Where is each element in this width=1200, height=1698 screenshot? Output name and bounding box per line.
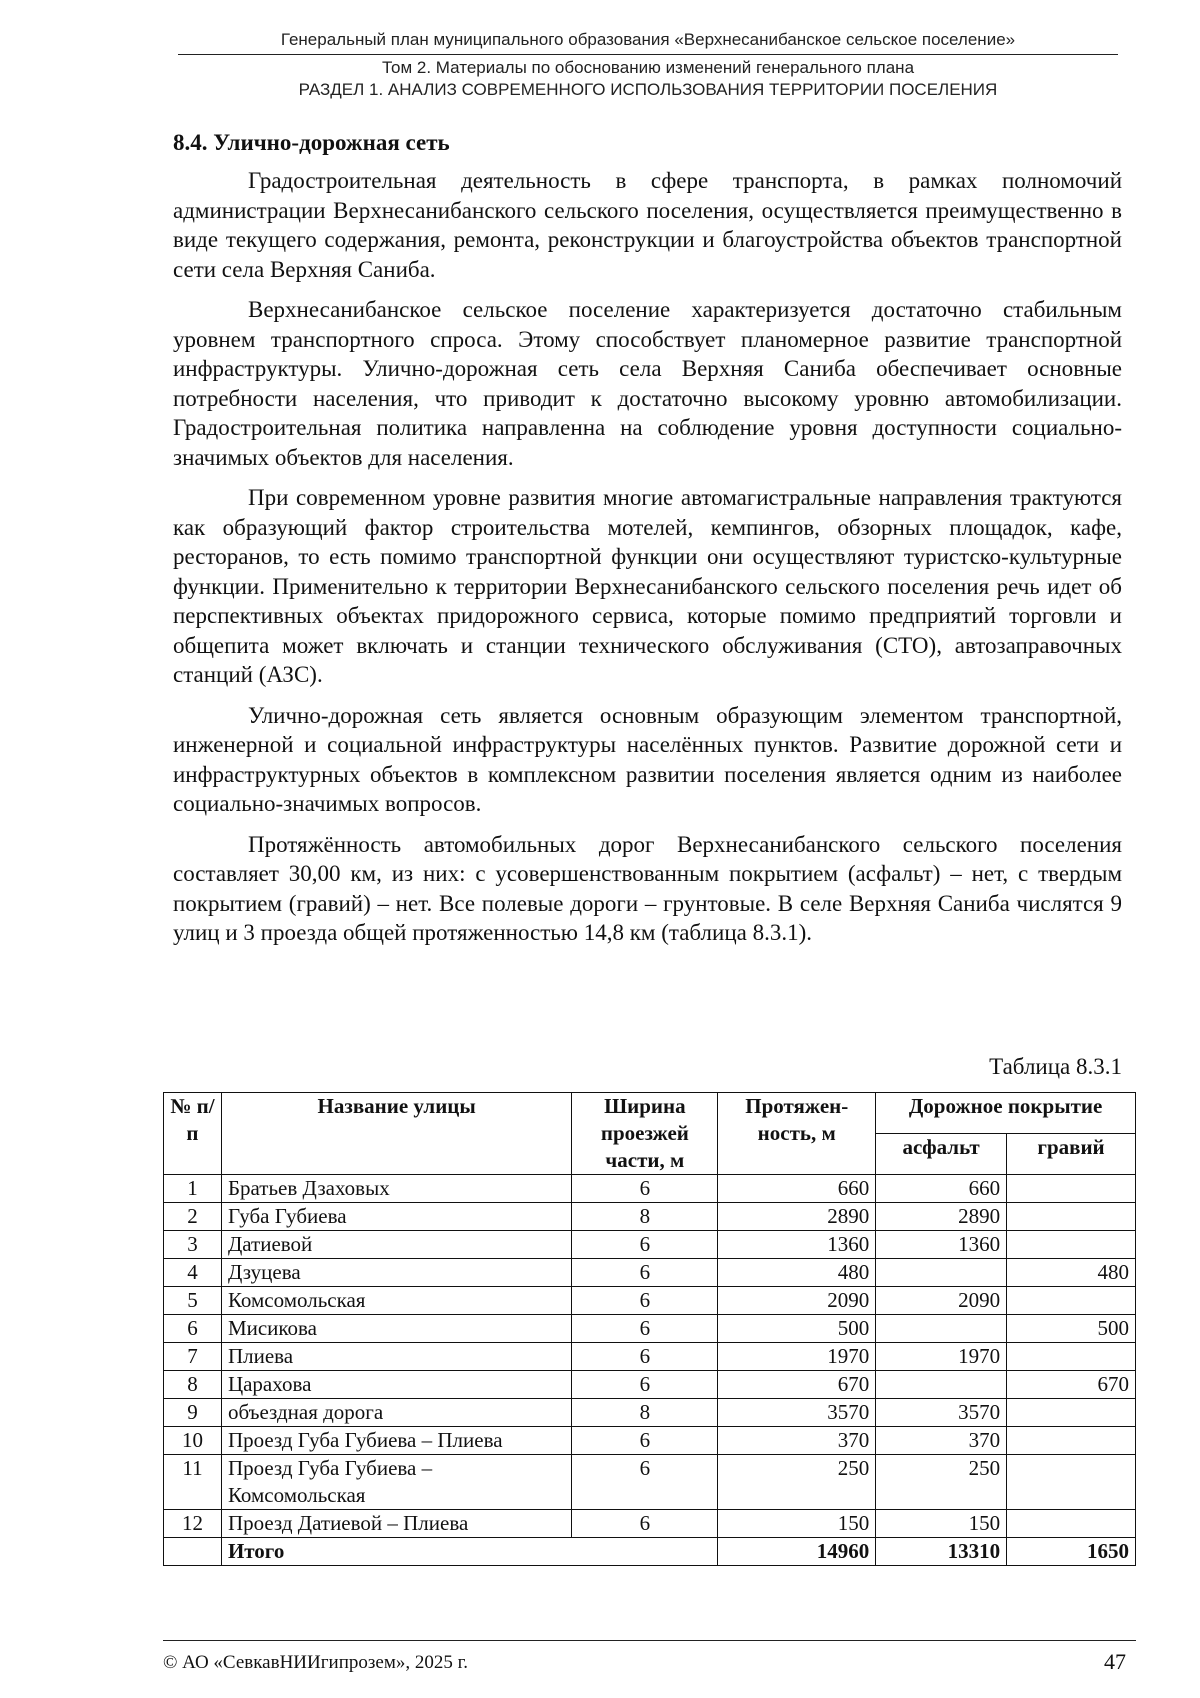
table-row — [164, 1399, 1136, 1427]
cell-num: 3 — [164, 1231, 222, 1259]
table-row — [164, 1510, 1136, 1538]
cell-name: Дзуцева — [221, 1259, 571, 1287]
cell-asphalt — [876, 1371, 1007, 1399]
paragraph-4: Улично-дорожная сеть является основным образующим элементом транспортной, инженерной и социальной инфраструктуры населённых пунктов. Развитие дорожной сети и инфраструктурных объектов в комплексном развитии поселения является одним из наиболее социально-значимых вопросов. — [173, 702, 1122, 816]
cell-num: 2 — [164, 1203, 222, 1231]
cell-name: Комсомольская — [221, 1287, 571, 1315]
cell-name: Губа Губиева — [221, 1203, 571, 1231]
header-num: № п/п — [164, 1093, 222, 1175]
cell-gravel: 480 — [1007, 1259, 1136, 1287]
cell-gravel — [1007, 1287, 1136, 1315]
cell-asphalt: 370 — [876, 1427, 1007, 1455]
cell-gravel — [1007, 1455, 1136, 1510]
cell-name: Братьев Дзаховых — [221, 1175, 571, 1203]
page-number: 47 — [1104, 1649, 1126, 1674]
cell-asphalt: 1970 — [876, 1343, 1007, 1371]
footer-divider — [163, 1640, 1136, 1641]
cell-name: Плиева — [221, 1343, 571, 1371]
cell-num: 11 — [164, 1455, 222, 1510]
cell-asphalt: 660 — [876, 1175, 1007, 1203]
streets-table — [163, 1092, 1136, 1566]
cell-asphalt: 250 — [876, 1455, 1007, 1510]
cell-length: 1360 — [718, 1231, 876, 1259]
cell-num: 1 — [164, 1175, 222, 1203]
table-row — [164, 1371, 1136, 1399]
cell-length: 500 — [718, 1315, 876, 1343]
cell-length: 670 — [718, 1371, 876, 1399]
table-row — [164, 1175, 1136, 1203]
paragraph-1: Градостроительная деятельность в сфере транспорта, в рамках полномочий администрации Верхнесанибанского сельского поселения, осуществляется преимущественно в виде текущего содержания, ремонта, реконструкции и благоустройства объектов транспортной сети села Верхняя Саниба. — [173, 168, 1122, 282]
table-row — [164, 1315, 1136, 1343]
header-gravel: гравий — [1007, 1134, 1136, 1175]
table-caption: Таблица 8.3.1 — [989, 1054, 1122, 1079]
cell-width: 6 — [572, 1231, 718, 1259]
cell-length: 480 — [718, 1259, 876, 1287]
cell-name: Проезд Губа Губиева – Плиева — [221, 1427, 571, 1455]
table-total-row — [164, 1538, 1136, 1566]
cell-num: 9 — [164, 1399, 222, 1427]
cell-name: Проезд Датиевой – Плиева — [221, 1510, 571, 1538]
cell-gravel — [1007, 1203, 1136, 1231]
cell-num: 10 — [164, 1427, 222, 1455]
cell-gravel — [1007, 1427, 1136, 1455]
cell-width: 6 — [572, 1315, 718, 1343]
cell-asphalt — [876, 1315, 1007, 1343]
cell-num: 8 — [164, 1371, 222, 1399]
cell-asphalt: 2090 — [876, 1287, 1007, 1315]
cell-gravel — [1007, 1510, 1136, 1538]
cell-length: 370 — [718, 1427, 876, 1455]
cell-width: 8 — [572, 1203, 718, 1231]
cell-asphalt: 1360 — [876, 1231, 1007, 1259]
table-row — [164, 1231, 1136, 1259]
cell-total-gravel: 1650 — [1007, 1538, 1136, 1566]
cell-width: 6 — [572, 1455, 718, 1510]
table-row — [164, 1203, 1136, 1231]
paragraph-3: При современном уровне развития многие автомагистральные направления трактуются как образующий фактор строительства мотелей, кемпингов, обзорных площадок, кафе, ресторанов, то есть помимо транспортной функции они осуществляют туристско-культурные функции. Применительно к территории Верхнесанибанского сельского поселения речь идет об перспективных объектах придорожного сервиса, которые помимо предприятий торговли и общепита может включать и станции технического обслуживания (СТО), автозаправочных станций (АЗС). — [173, 485, 1122, 687]
table-row — [164, 1343, 1136, 1371]
header-section: РАЗДЕЛ 1. АНАЛИЗ СОВРЕМЕННОГО ИСПОЛЬЗОВАНИЯ ТЕРРИТОРИИ ПОСЕЛЕНИЯ — [298, 80, 998, 99]
cell-asphalt: 2890 — [876, 1203, 1007, 1231]
cell-gravel: 670 — [1007, 1371, 1136, 1399]
footer-copyright: © АО «СевкавНИИгипрозем», 2025 г. — [163, 1652, 468, 1673]
cell-name: Датиевой — [221, 1231, 571, 1259]
cell-num: 6 — [164, 1315, 222, 1343]
cell-asphalt: 3570 — [876, 1399, 1007, 1427]
cell-total-asphalt: 13310 — [876, 1538, 1007, 1566]
cell-total-length: 14960 — [718, 1538, 876, 1566]
cell-width: 6 — [572, 1343, 718, 1371]
cell-asphalt: 150 — [876, 1510, 1007, 1538]
paragraph-5: Протяжённость автомобильных дорог Верхнесанибанского сельского поселения составляет 30,00 км, из них: с усовершенствованным покрытием (асфальт) – нет, с твердым покрытием (гравий) – нет. Все полевые дороги – грунтовые. В селе Верхняя Саниба числятся 9 улиц и 3 проезда общей протяженностью 14,8 км (таблица 8.3.1). — [173, 831, 1122, 945]
cell-gravel: 500 — [1007, 1315, 1136, 1343]
cell-length: 2090 — [718, 1287, 876, 1315]
cell-length: 250 — [718, 1455, 876, 1510]
table-row — [164, 1455, 1136, 1510]
table-row — [164, 1287, 1136, 1315]
header-width: Ширина проезжей части, м — [572, 1093, 718, 1175]
cell-width: 6 — [572, 1175, 718, 1203]
section-title: 8.4. Улично-дорожная сеть — [173, 130, 450, 155]
cell-num: 5 — [164, 1287, 222, 1315]
header-document-title: Генеральный план муниципального образования «Верхнесанибанское сельское поселение» — [280, 30, 1016, 49]
cell-width: 6 — [572, 1510, 718, 1538]
header-name: Название улицы — [221, 1093, 571, 1175]
main-content — [173, 128, 1122, 959]
cell-width: 6 — [572, 1427, 718, 1455]
cell-name: объездная дорога — [221, 1399, 571, 1427]
cell-length: 3570 — [718, 1399, 876, 1427]
cell-name: Царахова — [221, 1371, 571, 1399]
cell-asphalt — [876, 1259, 1007, 1287]
cell-length: 150 — [718, 1510, 876, 1538]
cell-num: 4 — [164, 1259, 222, 1287]
table-row — [164, 1259, 1136, 1287]
cell-num: 7 — [164, 1343, 222, 1371]
cell-gravel — [1007, 1343, 1136, 1371]
cell-width: 6 — [572, 1287, 718, 1315]
cell-length: 2890 — [718, 1203, 876, 1231]
cell-length: 660 — [718, 1175, 876, 1203]
header-divider — [178, 54, 1118, 55]
table-row — [164, 1427, 1136, 1455]
cell-width: 8 — [572, 1399, 718, 1427]
cell-length: 1970 — [718, 1343, 876, 1371]
cell-total-empty — [164, 1538, 222, 1566]
cell-width: 6 — [572, 1371, 718, 1399]
cell-gravel — [1007, 1175, 1136, 1203]
header-volume: Том 2. Материалы по обоснованию изменений генерального плана — [381, 58, 915, 77]
paragraph-2: Верхнесанибанское сельское поселение характеризуется достаточно стабильным уровнем транспортного спроса. Этому способствует планомерное развитие транспортной инфраструктуры. Улично-дорожная сеть села Верхняя Саниба обеспечивает основные потребности населения, что приводит к достаточно высокому уровню автомобилизации. Градостроительная политика направленна на соблюдение уровня доступности социально-значимых объектов для населения. — [173, 297, 1122, 470]
cell-gravel — [1007, 1399, 1136, 1427]
cell-name: Проезд Губа Губиева – Комсомольская — [221, 1455, 571, 1510]
cell-gravel — [1007, 1231, 1136, 1259]
cell-name: Мисикова — [221, 1315, 571, 1343]
cell-total-label: Итого — [221, 1538, 717, 1566]
header-length: Протяжен-ность, м — [718, 1093, 876, 1175]
header-surface: Дорожное покрытие — [876, 1093, 1136, 1134]
cell-width: 6 — [572, 1259, 718, 1287]
header-asphalt: асфальт — [876, 1134, 1007, 1175]
cell-num: 12 — [164, 1510, 222, 1538]
